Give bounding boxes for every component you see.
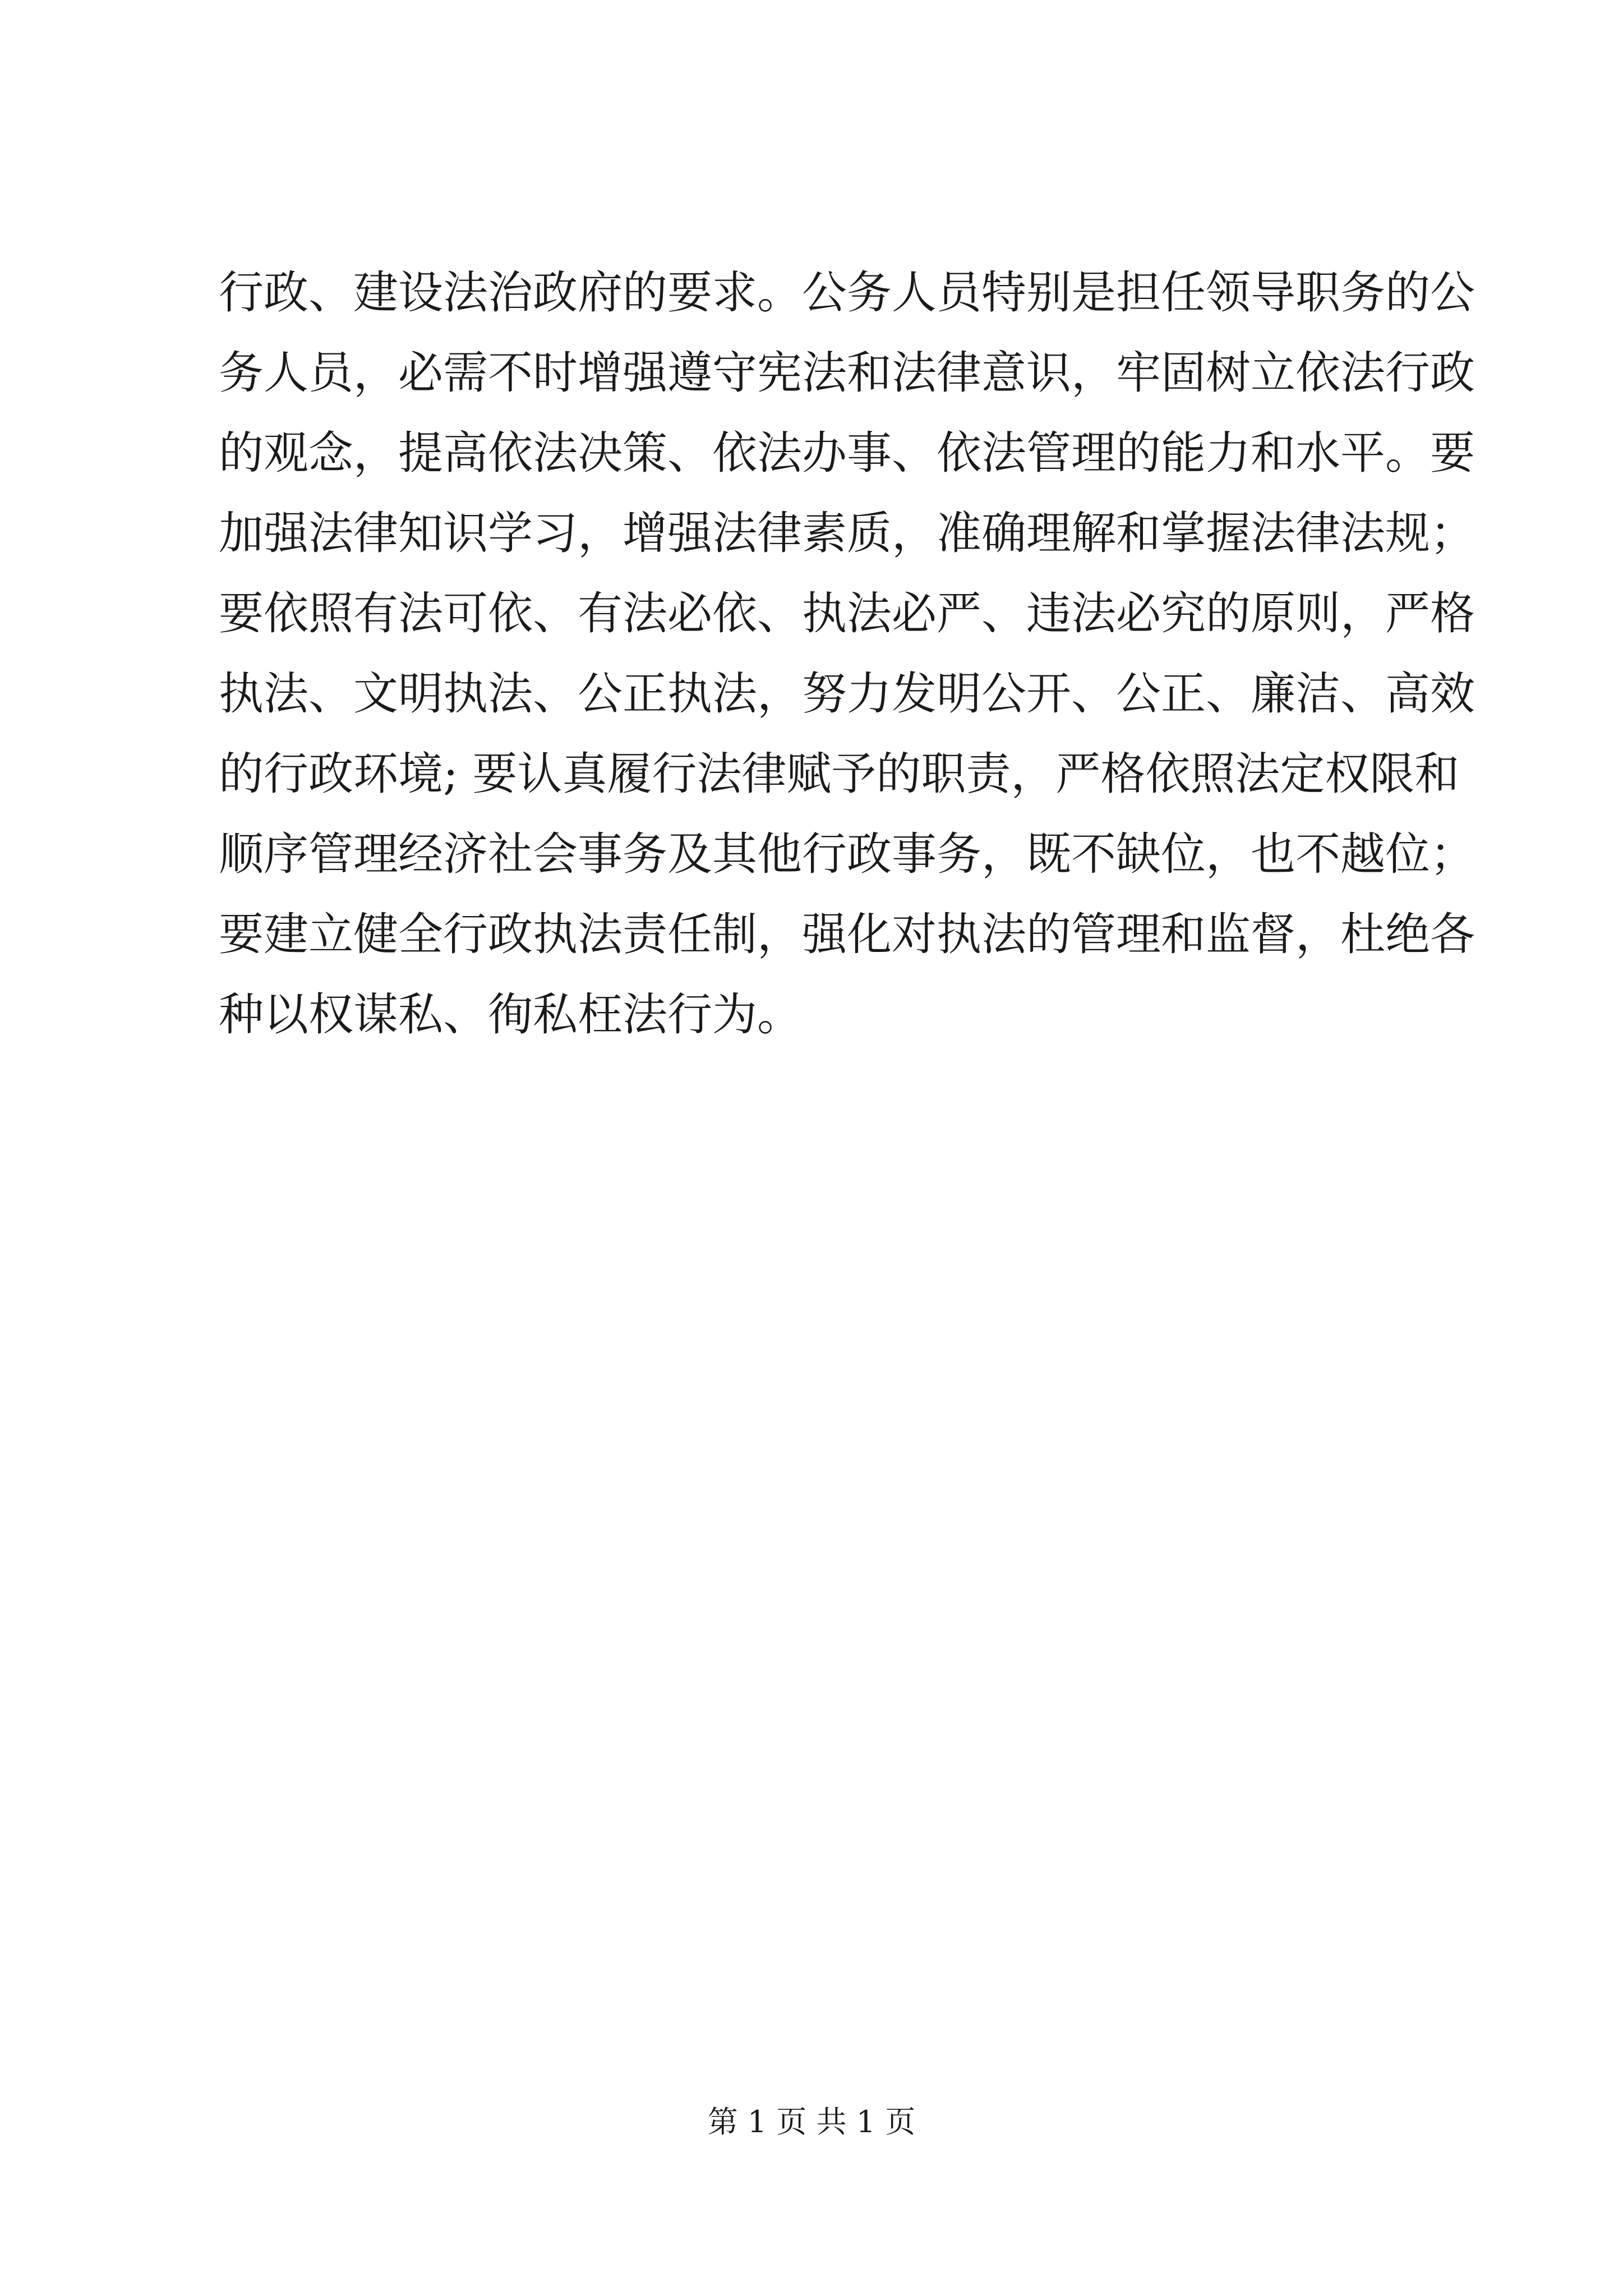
text-line: 行政、建设法治政府的要求。公务人员特别是担任领导职务的公 [219, 266, 1475, 319]
text-line: 执法、文明执法、公正执法，努力发明公开、公正、廉洁、高效 [219, 668, 1475, 720]
page-number-footer: 第 1 页 共 1 页 [707, 2104, 916, 2139]
text-line: 种以权谋私、徇私枉法行为。 [219, 988, 802, 1041]
text-line: 要依照有法可依、有法必依、执法必严、违法必究的原则，严格 [219, 587, 1475, 639]
text-line: 的观念，提高依法决策、依法办事、依法管理的能力和水平。要 [219, 427, 1475, 479]
text-line: 顺序管理经济社会事务及其他行政事务，既不缺位，也不越位； [219, 828, 1475, 880]
body-text [219, 252, 1475, 1055]
text-line: 加强法律知识学习，增强法律素质，准确理解和掌握法律法规； [219, 507, 1475, 559]
text-line: 务人员，必需不时增强遵守宪法和法律意识，牢固树立依法行政 [219, 347, 1475, 399]
text-line: 的行政环境; 要认真履行法律赋予的职责，严格依照法定权限和 [219, 748, 1460, 800]
text-line: 要建立健全行政执法责任制，强化对执法的管理和监督，杜绝各 [219, 908, 1475, 960]
